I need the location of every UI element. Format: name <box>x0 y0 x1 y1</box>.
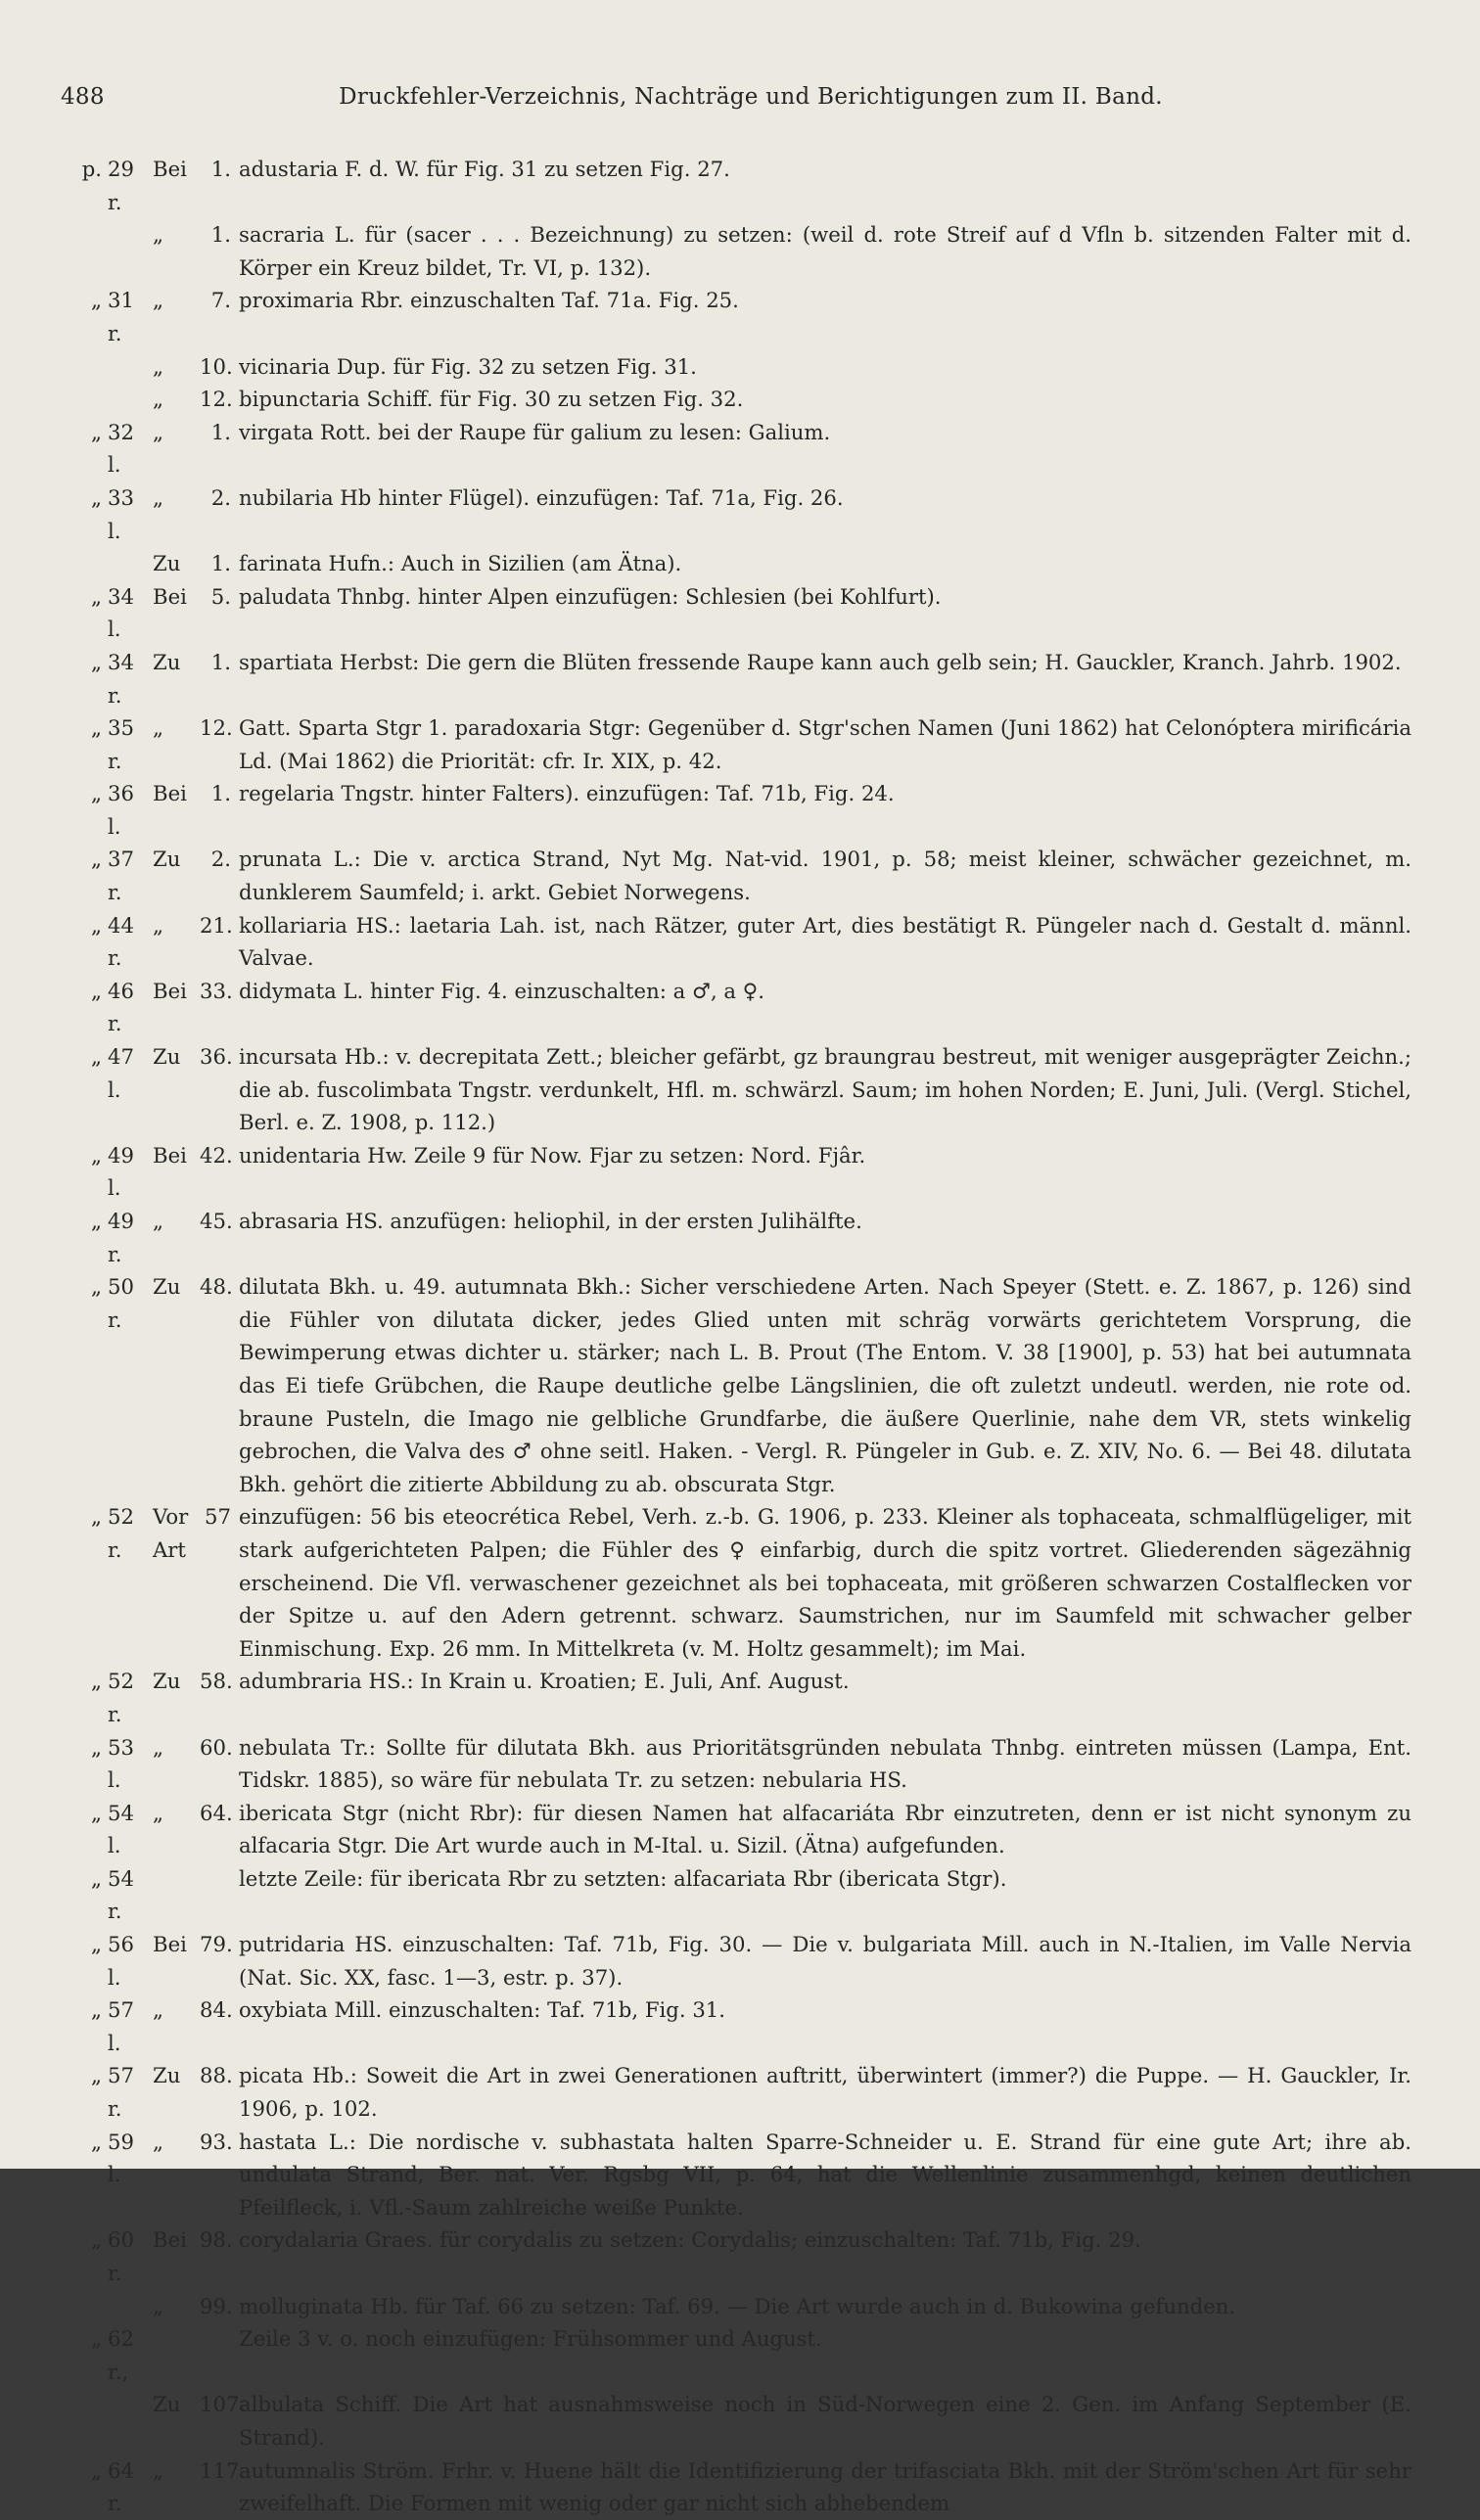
entry-text: dilutata Bkh. u. 49. autumnata Bkh.: Sicher verschiedene Arten. Nach Speyer (Stett. e. Z. 1867, p. 126) sind die Fühler von dilutata dicker, jedes Glied unten mit schräg vorwärts gerichtetem Vorsprung, die Bewimperung etwas dichter u. stärker; nach L. B. Prout (The Entom. V. 38 [1900], p. 53) hat bei autumnata das Ei tiefe Grübchen, die Raupe deutliche gelbe Längslinien, die oft zuletzt undeutl. werden, nie rote od. braune Pusteln, die Imago nie gelbliche Grundfarbe, die äußere Querlinie, nahe dem VR, stets winkelig gebrochen, die Valva des ♂ ohne seitl. Haken. - Vergl. R. Püngeler in Gub. e. Z. XIV, No. 6. — Bei 48. dilutata Bkh. gehört die zitierte Abbildung zu ab. obscurata Stgr. <box>239 1274 1411 1496</box>
list-item <box>61 1205 1411 1270</box>
species-number: 107. <box>200 2392 247 2417</box>
entry-text: sacraria L. für (sacer . . . Bezeichnung) zu setzen: (weil d. rote Streif auf d Vfln b. sitzenden Falter mit d. Körper ein Kreuz bildet, Tr. VI, p. 132). <box>239 222 1411 280</box>
entry-text: adumbraria HS.: In Krain u. Kroatien; E. Juli, Anf. August. <box>239 1669 850 1694</box>
page-reference: 56 l. <box>108 1932 134 1990</box>
page-reference: 36 l. <box>108 781 134 839</box>
list-item <box>61 1270 1411 1500</box>
species-number: 12. <box>200 715 233 741</box>
species-number: 10. <box>200 353 233 379</box>
list-item <box>61 2454 1411 2520</box>
list-item <box>61 2059 1411 2125</box>
entry-text: nebulata Tr.: Sollte für dilutata Bkh. aus Prioritätsgründen nebulata Thnbg. eintreten müssen (Lampa, Ent. Tidskr. 1885), so wäre für nebulata Tr. zu setzen: nebularia HS. <box>239 1734 1411 1793</box>
list-item <box>61 383 1411 416</box>
entry-operation: „ <box>153 2293 163 2318</box>
list-item <box>61 1928 1411 1993</box>
page-reference: 60 r. <box>108 2227 134 2285</box>
entry-prefix: „ <box>91 1932 102 1957</box>
list-item <box>61 1731 1411 1797</box>
list-item <box>61 1040 1411 1139</box>
page-reference: 52 r. <box>108 1669 134 1726</box>
entry-text: einzufügen: 56 bis eteocrética Rebel, Verh. z.-b. G. 1906, p. 233. Kleiner als tophaceata, schmalflügeliger, mit stark aufgerichteten Palpen; die Fühler des ♀ einfarbig, durch die spitz vortret. Gliederenden sägezähnig erscheinend. Die Vfl. verwaschener gezeichnet als bei tophaceata, mit größeren schwarzen Costalflecken vor der Spitze u. auf den Adern getrennt. schwarz. Saumstrichen, nur im Saumfeld mit schwacher gelber Einmischung. Exp. 26 mm. In Mittelkreta (v. M. Holtz gesammelt); im Mai. <box>239 1504 1411 1661</box>
list-item <box>61 2126 1411 2224</box>
species-number: 1. <box>210 649 231 674</box>
entry-operation: Zu <box>153 1669 181 1694</box>
entry-operation: Bei <box>153 583 187 609</box>
page-reference: 62 r., <box>108 2326 134 2384</box>
page-reference: 50 r. <box>108 1274 134 1332</box>
entry-operation: „ <box>153 222 163 248</box>
species-number: 1. <box>210 551 231 576</box>
list-item <box>61 1862 1411 1928</box>
entry-prefix: „ <box>91 2326 102 2352</box>
list-item <box>61 2388 1411 2453</box>
list-item <box>61 2290 1411 2323</box>
page-reference: 64 r. <box>108 2457 134 2516</box>
species-number: 84. <box>200 1997 233 2023</box>
entry-text: kollariaria HS.: laetaria Lah. ist, nach Rätzer, guter Art, dies bestätigt R. Püngeler nach d. Gestalt d. männl. Valvae. <box>239 912 1411 971</box>
list-item <box>61 481 1411 547</box>
entry-text: prunata L.: Die v. arctica Strand, Nyt Mg. Nat-vid. 1901, p. 58; meist kleiner, schwächer gezeichnet, m. dunklerem Saumfeld; i. arkt. Gebiet Norwegens. <box>239 847 1411 905</box>
entry-text: molluginata Hb. für Taf. 66 zu setzen: Taf. 69. — Die Art wurde auch in d. Bukowina gefunden. <box>239 2293 1236 2318</box>
list-item <box>61 1139 1411 1205</box>
entry-operation: Zu <box>153 847 181 872</box>
entry-prefix: „ <box>91 2129 102 2154</box>
entry-text: adustaria F. d. W. für Fig. 31 zu setzen Fig. 27. <box>239 157 730 181</box>
entry-operation: Vor Art <box>153 1504 189 1562</box>
entry-prefix: „ <box>91 2063 102 2088</box>
entry-operation: „ <box>153 353 163 379</box>
list-item <box>61 646 1411 711</box>
entry-list <box>61 153 1411 2520</box>
entry-operation: Bei <box>153 781 187 806</box>
list-item <box>61 1665 1411 1730</box>
entry-text: putridaria HS. einzuschalten: Taf. 71b, Fig. 30. — Die v. bulgariata Mill. auch in N.-Italien, im Valle Nervia (Nat. Sic. XX, fasc. 1—3, estr. p. 37). <box>239 1932 1411 1990</box>
entry-operation: „ <box>153 2129 163 2154</box>
entry-text: spartiata Herbst: Die gern die Blüten fressende Raupe kann auch gelb sein; H. Gauckler, Kranch. Jahrb. 1902. <box>239 649 1402 674</box>
entry-text: didymata L. hinter Fig. 4. einzuschalten: a ♂, a ♀. <box>239 978 765 1003</box>
entry-prefix: „ <box>91 1734 102 1760</box>
page-header <box>61 84 1411 127</box>
entry-operation: Bei <box>153 2227 187 2253</box>
page-reference: 49 l. <box>108 1142 134 1201</box>
entry-text: farinata Hufn.: Auch in Sizilien (am Ätna). <box>239 551 682 576</box>
entry-text: proximaria Rbr. einzuschalten Taf. 71a. Fig. 25. <box>239 288 739 313</box>
entry-prefix: „ <box>91 288 102 313</box>
list-item <box>61 1993 1411 2059</box>
entry-text: nubilaria Hb hinter Flügel). einzufügen: Taf. 71a, Fig. 26. <box>239 484 844 510</box>
entry-prefix: „ <box>91 1274 102 1300</box>
entry-operation: Zu <box>153 551 181 576</box>
entry-prefix: „ <box>91 2457 102 2483</box>
list-item <box>61 580 1411 646</box>
entry-operation: „ <box>153 2457 163 2483</box>
entry-prefix: „ <box>91 715 102 741</box>
entry-operation: „ <box>153 1734 163 1760</box>
page-reference: 34 r. <box>108 649 134 708</box>
list-item <box>61 975 1411 1040</box>
page-reference: 59 l. <box>108 2129 134 2187</box>
species-number: 48. <box>200 1274 233 1300</box>
page-reference: 46 r. <box>108 978 134 1036</box>
page-reference: 47 l. <box>108 1044 134 1102</box>
species-number: 7. <box>210 288 231 313</box>
entry-operation: Zu <box>153 2392 181 2417</box>
page-reference: 54 l. <box>108 1800 134 1858</box>
entry-text: paludata Thnbg. hinter Alpen einzufügen: Schlesien (bei Kohlfurt). <box>239 583 942 609</box>
species-number: 33. <box>200 978 233 1003</box>
list-item <box>61 843 1411 908</box>
entry-prefix: „ <box>91 583 102 609</box>
entry-text: albulata Schiff. Die Art hat ausnahmsweise noch in Süd-Norwegen eine 2. Gen. im Anfang September (E. Strand). <box>239 2392 1411 2450</box>
entry-text: letzte Zeile: für ibericata Rbr zu setzten: alfacariata Rbr (ibericata Stgr). <box>239 1865 1007 1891</box>
entry-operation: „ <box>153 387 163 412</box>
entry-operation: Zu <box>153 1274 181 1300</box>
list-item <box>61 350 1411 384</box>
entry-prefix: p. <box>81 157 102 181</box>
page-reference: 35 r. <box>108 715 134 773</box>
species-number: 2. <box>210 484 231 510</box>
entry-text: hastata L.: Die nordische v. subhastata halten Sparre-Schneider u. E. Strand für eine gute Art; ihre ab. undulata Strand, Ber. nat. Ver. Rgsbg VII, p. 64, hat die Wellenlinie zusammenhgd, keinen deutlichen Pfeilfleck, i. Vfl.-Saum zahlreiche weiße Punkte. <box>239 2129 1411 2220</box>
entry-prefix: „ <box>91 781 102 806</box>
entry-prefix: „ <box>91 978 102 1003</box>
entry-text: bipunctaria Schiff. für Fig. 30 zu setzen Fig. 32. <box>239 387 744 412</box>
entry-operation: „ <box>153 288 163 313</box>
entry-operation: Zu <box>153 649 181 674</box>
species-number: 1. <box>210 222 231 248</box>
species-number: 1. <box>210 781 231 806</box>
entry-prefix: „ <box>91 847 102 872</box>
page-reference: 57 l. <box>108 1997 134 2055</box>
species-number: 99. <box>200 2293 233 2318</box>
entry-operation: „ <box>153 1997 163 2023</box>
species-number: 88. <box>200 2063 233 2088</box>
page-reference: 53 l. <box>108 1734 134 1793</box>
entry-operation: Zu <box>153 1044 181 1070</box>
page-reference: 32 l. <box>108 419 134 478</box>
species-number: 98. <box>200 2227 233 2253</box>
entry-prefix: „ <box>91 2227 102 2253</box>
species-number: 58. <box>200 1669 233 1694</box>
entry-text: unidentaria Hw. Zeile 9 für Now. Fjar zu setzen: Nord. Fjâr. <box>239 1142 866 1168</box>
entry-prefix: „ <box>91 1044 102 1070</box>
page-title: Druckfehler-Verzeichnis, Nachträge und Berichtigungen zum II. Band. <box>339 84 1163 110</box>
entry-prefix: „ <box>91 912 102 938</box>
species-number: 5. <box>210 583 231 609</box>
page-reference: 54 r. <box>108 1865 134 1924</box>
entry-operation: „ <box>153 1800 163 1825</box>
list-item <box>61 711 1411 777</box>
list-item <box>61 153 1411 218</box>
entry-prefix: „ <box>91 419 102 444</box>
species-number: 60. <box>200 1734 233 1760</box>
entry-operation: „ <box>153 715 163 741</box>
list-item <box>61 1500 1411 1665</box>
species-number: 21. <box>200 912 233 938</box>
list-item <box>61 1797 1411 1862</box>
entry-prefix: „ <box>91 1209 102 1233</box>
page-reference: 52 r. <box>108 1504 134 1562</box>
entry-text: vicinaria Dup. für Fig. 32 zu setzen Fig. 31. <box>239 353 697 379</box>
entry-text: Gatt. Sparta Stgr 1. paradoxaria Stgr: Gegenüber d. Stgr'schen Namen (Juni 1862) hat Celonóptera mirificária Ld. (Mai 1862) die Priorität: cfr. Ir. XIX, p. 42. <box>239 715 1411 773</box>
entry-text: Zeile 3 v. o. noch einzufügen: Frühsommer und August. <box>239 2326 822 2352</box>
list-item <box>61 777 1411 843</box>
entry-text: autumnalis Ström. Frhr. v. Huene hält die Identifizierung der trifasciata Bkh. mit der Ström'schen Art für sehr zweifelhaft. Die Formen mit wenig oder gar nicht sich abhebendem <box>239 2457 1411 2516</box>
species-number: 79. <box>200 1932 233 1957</box>
list-item <box>61 284 1411 349</box>
entry-text: ibericata Stgr (nicht Rbr): für diesen Namen hat alfacariáta Rbr einzutreten, denn er ist nicht synonym zu alfacaria Stgr. Die Art wurde auch in M-Ital. u. Sizil. (Ätna) aufgefunden. <box>239 1800 1411 1858</box>
page-reference: 29 r. <box>108 157 134 214</box>
entry-operation: Bei <box>153 978 187 1003</box>
species-number: 12. <box>200 387 233 412</box>
page-number: 488 <box>61 84 105 110</box>
species-number: 36. <box>200 1044 233 1070</box>
entry-prefix: „ <box>91 1669 102 1694</box>
page-reference: 49 r. <box>108 1209 134 1266</box>
list-item <box>61 909 1411 975</box>
entry-text: corydalaria Graes. für corydalis zu setzen: Corydalis; einzuschalten: Taf. 71b, Fig. 29. <box>239 2227 1141 2253</box>
species-number: 1. <box>210 157 231 181</box>
entry-prefix: „ <box>91 484 102 510</box>
entry-operation: „ <box>153 419 163 444</box>
entry-prefix: „ <box>91 1865 102 1891</box>
entry-operation: Bei <box>153 1142 187 1168</box>
species-number: 64. <box>200 1800 233 1825</box>
list-item <box>61 2322 1411 2388</box>
entry-text: abrasaria HS. anzufügen: heliophil, in der ersten Julihälfte. <box>239 1209 862 1233</box>
entry-operation: „ <box>153 1209 163 1233</box>
species-number: 2. <box>210 847 231 872</box>
entry-operation: „ <box>153 912 163 938</box>
list-item <box>61 547 1411 580</box>
species-number: 57 <box>205 1504 231 1530</box>
page-reference: 57 r. <box>108 2063 134 2122</box>
species-number: 117. <box>200 2457 247 2483</box>
entry-text: picata Hb.: Soweit die Art in zwei Generationen auftritt, überwintert (immer?) die Puppe. — H. Gauckler, Ir. 1906, p. 102. <box>239 2063 1411 2122</box>
species-number: 42. <box>200 1142 233 1168</box>
list-item <box>61 2223 1411 2289</box>
entry-operation: Bei <box>153 157 187 181</box>
species-number: 1. <box>210 419 231 444</box>
entry-text: incursata Hb.: v. decrepitata Zett.; bleicher gefärbt, gz braungrau bestreut, mit weniger ausgeprägter Zeichn.; die ab. fuscolimbata Tngstr. verdunkelt, Hfl. m. schwärzl. Saum; im hohen Norden; E. Juni, Juli. (Vergl. Stichel, Berl. e. Z. 1908, p. 112.) <box>239 1044 1411 1135</box>
entry-operation: „ <box>153 484 163 510</box>
entry-prefix: „ <box>91 1997 102 2023</box>
species-number: 93. <box>200 2129 233 2154</box>
entry-prefix: „ <box>91 649 102 674</box>
species-number: 45. <box>200 1209 233 1233</box>
entry-prefix: „ <box>91 1142 102 1168</box>
entry-text: virgata Rott. bei der Raupe für galium zu lesen: Galium. <box>239 419 831 444</box>
entry-operation: Zu <box>153 2063 181 2088</box>
page-reference: 44 r. <box>108 912 134 971</box>
page-reference: 33 l. <box>108 484 134 543</box>
entry-prefix: „ <box>91 1504 102 1530</box>
entry-prefix: „ <box>91 1800 102 1825</box>
page-reference: 34 l. <box>108 583 134 642</box>
list-item <box>61 416 1411 481</box>
entry-text: oxybiata Mill. einzuschalten: Taf. 71b, Fig. 31. <box>239 1997 726 2023</box>
page-reference: 31 r. <box>108 288 134 345</box>
entry-operation: Bei <box>153 1932 187 1957</box>
page-reference: 37 r. <box>108 847 134 905</box>
list-item <box>61 218 1411 284</box>
entry-text: regelaria Tngstr. hinter Falters). einzufügen: Taf. 71b, Fig. 24. <box>239 781 895 806</box>
